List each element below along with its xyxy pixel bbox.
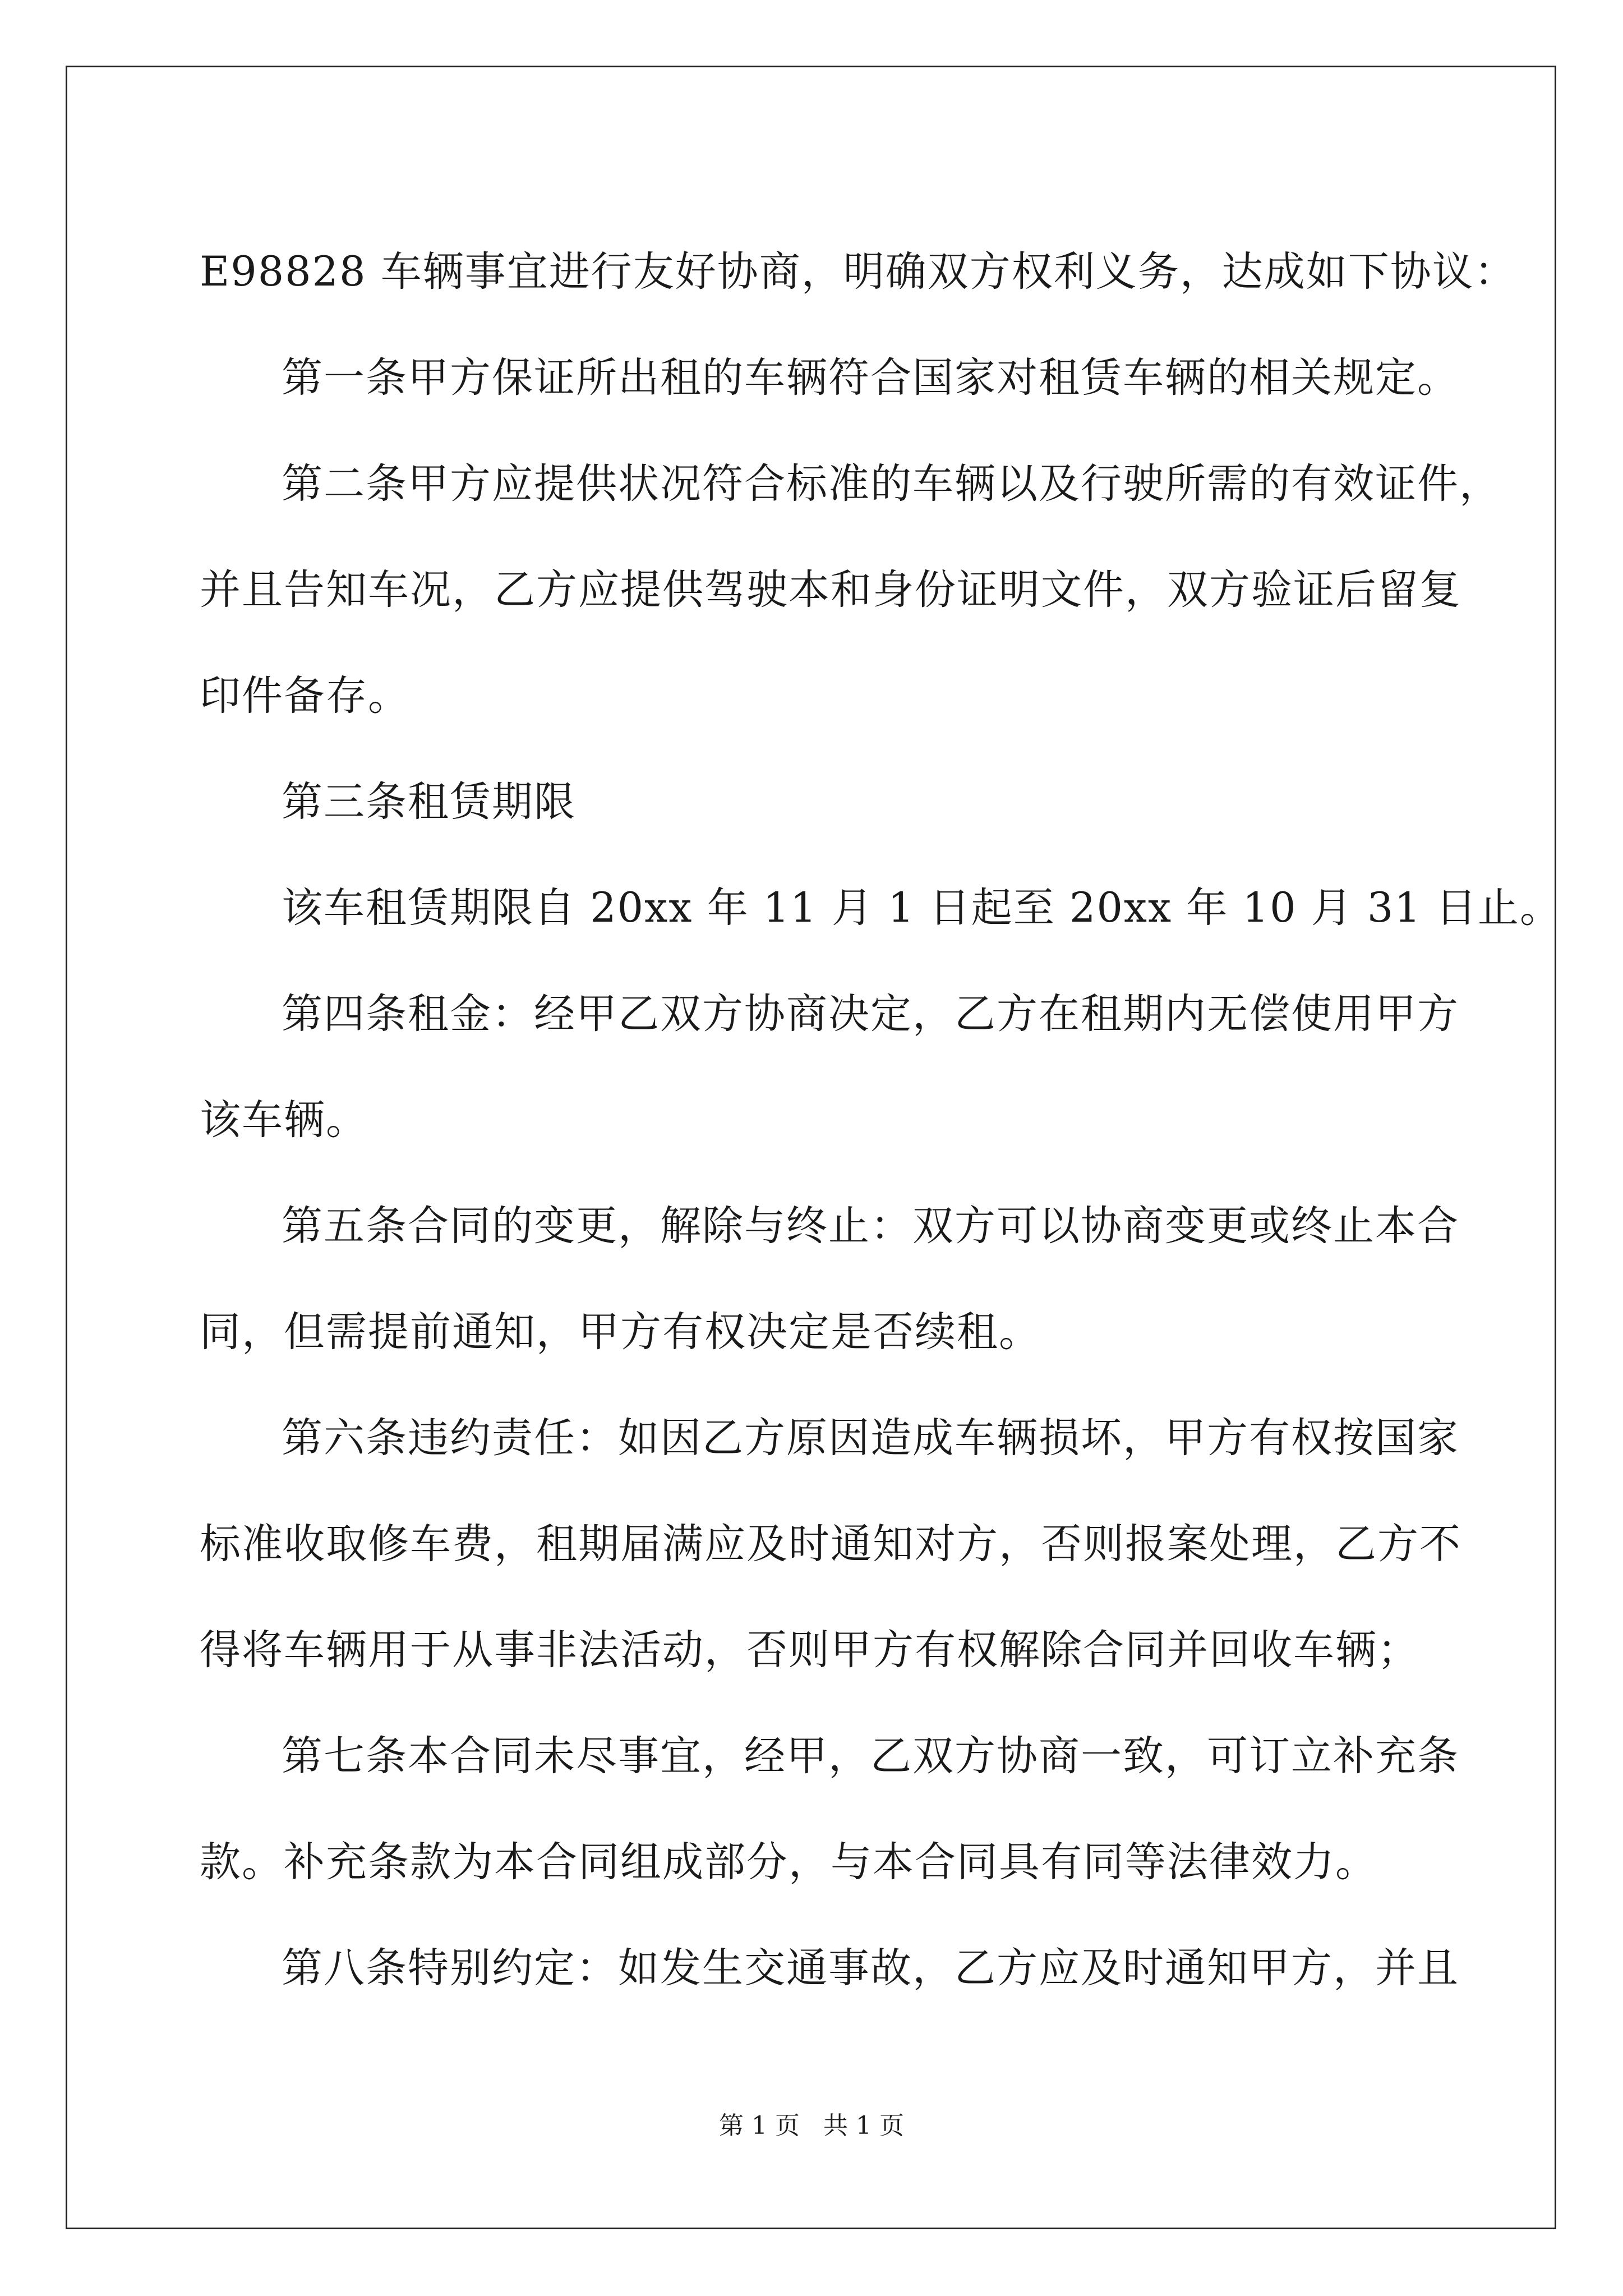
text-line-16: 款。补充条款为本合同组成部分，与本合同具有同等法律效力。	[200, 1838, 1377, 1886]
text-line-7: 该车租赁期限自 20xx 年 11 月 1 日起至 20xx 年 10 月 31 日止。	[282, 884, 1562, 932]
text-line-5: 印件备存。	[200, 672, 410, 720]
text-line-1: E98828 车辆事宜进行友好协商，明确双方权利义务，达成如下协议：	[200, 248, 1516, 296]
text-line-2: 第一条甲方保证所出租的车辆符合国家对租赁车辆的相关规定。	[282, 354, 1459, 402]
text-line-9: 该车辆。	[200, 1096, 368, 1144]
text-line-3: 第二条甲方应提供状况符合标准的车辆以及行驶所需的有效证件，	[282, 460, 1501, 508]
text-line-13: 标准收取修车费，租期届满应及时通知对方，否则报案处理，乙方不	[200, 1520, 1461, 1568]
text-line-6: 第三条租赁期限	[282, 778, 576, 826]
text-line-12: 第六条违约责任：如因乙方原因造成车辆损坏，甲方有权按国家	[282, 1414, 1459, 1462]
text-line-15: 第七条本合同未尽事宜，经甲，乙双方协商一致，可订立补充条	[282, 1732, 1459, 1780]
text-line-14: 得将车辆用于从事非法活动，否则甲方有权解除合同并回收车辆；	[200, 1626, 1419, 1674]
text-line-10: 第五条合同的变更，解除与终止：双方可以协商变更或终止本合	[282, 1202, 1459, 1250]
text-line-17: 第八条特别约定：如发生交通事故，乙方应及时通知甲方，并且	[282, 1944, 1459, 1992]
document-body	[200, 219, 1562, 2021]
text-line-11: 同，但需提前通知，甲方有权决定是否续租。	[200, 1308, 1041, 1356]
page-footer: 第 1 页 共 1 页	[719, 2111, 904, 2140]
text-line-8: 第四条租金：经甲乙双方协商决定，乙方在租期内无偿使用甲方	[282, 990, 1459, 1038]
text-line-4: 并且告知车况，乙方应提供驾驶本和身份证明文件，双方验证后留复	[200, 566, 1461, 614]
